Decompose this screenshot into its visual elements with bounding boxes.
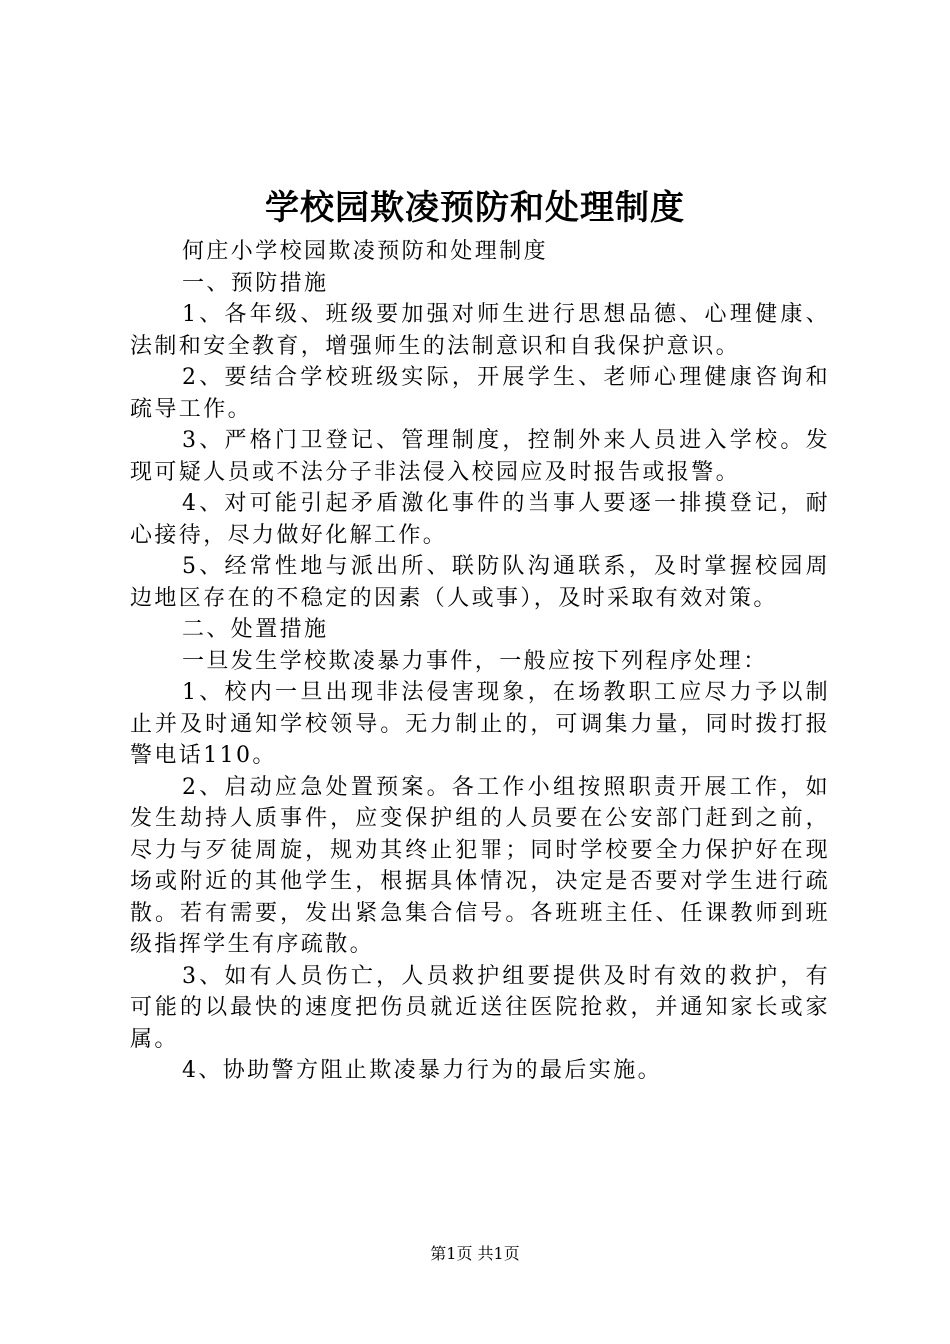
paragraph-subtitle: 何庄小学校园欺凌预防和处理制度	[182, 239, 549, 264]
paragraph-item: 3、严格门卫登记、管理制度，控制外来人员进入学校。发现可疑人员或不法分子非法侵入校园应及时报告或报警。	[130, 428, 830, 485]
paragraph-item: 1、各年级、班级要加强对师生进行思想品德、心理健康、法制和安全教育，增强师生的法制意识和自我保护意识。	[130, 302, 830, 359]
page-number-footer: 第1页 共1页	[430, 1244, 520, 1263]
paragraph-item: 4、对可能引起矛盾激化事件的当事人要逐一排摸登记，耐心接待，尽力做好化解工作。	[130, 491, 830, 548]
paragraph-section-heading: 一、预防措施	[182, 270, 329, 296]
paragraph-item: 3、如有人员伤亡，人员救护组要提供及时有效的救护，有可能的以最快的速度把伤员就近送往医院抢救，并通知家长或家属。	[130, 963, 830, 1052]
paragraph-item: 2、启动应急处置预案。各工作小组按照职责开展工作，如发生劫持人质事件，应变保护组的人员要在公安部门赶到之前，尽力与歹徒周旋，规劝其终止犯罪；同时学校要全力保护好在现场或附近的其他学生，根据具体情况，决定是否要对学生进行疏散。若有需要，发出紧急集合信号。各班班主任、任课教师到班级指挥学生有序疏散。	[130, 774, 830, 957]
paragraph-intro: 一旦发生学校欺凌暴力事件，一般应按下列程序处理：	[182, 648, 768, 674]
paragraph-item: 5、经常性地与派出所、联防队沟通联系，及时掌握校园周边地区存在的不稳定的因素（人或事），及时采取有效对策。	[130, 554, 830, 611]
document-body	[130, 236, 830, 1087]
paragraph-item: 1、校内一旦出现非法侵害现象，在场教职工应尽力予以制止并及时通知学校领导。无力制止的，可调集力量，同时拨打报警电话110。	[130, 680, 830, 768]
paragraph-item: 2、要结合学校班级实际，开展学生、老师心理健康咨询和疏导工作。	[130, 365, 830, 422]
paragraph-item: 4、协助警方阻止欺凌暴力行为的最后实施。	[182, 1058, 662, 1083]
paragraph-section-heading: 二、处置措施	[182, 617, 329, 642]
document-title: 学校园欺凌预防和处理制度	[265, 188, 685, 228]
